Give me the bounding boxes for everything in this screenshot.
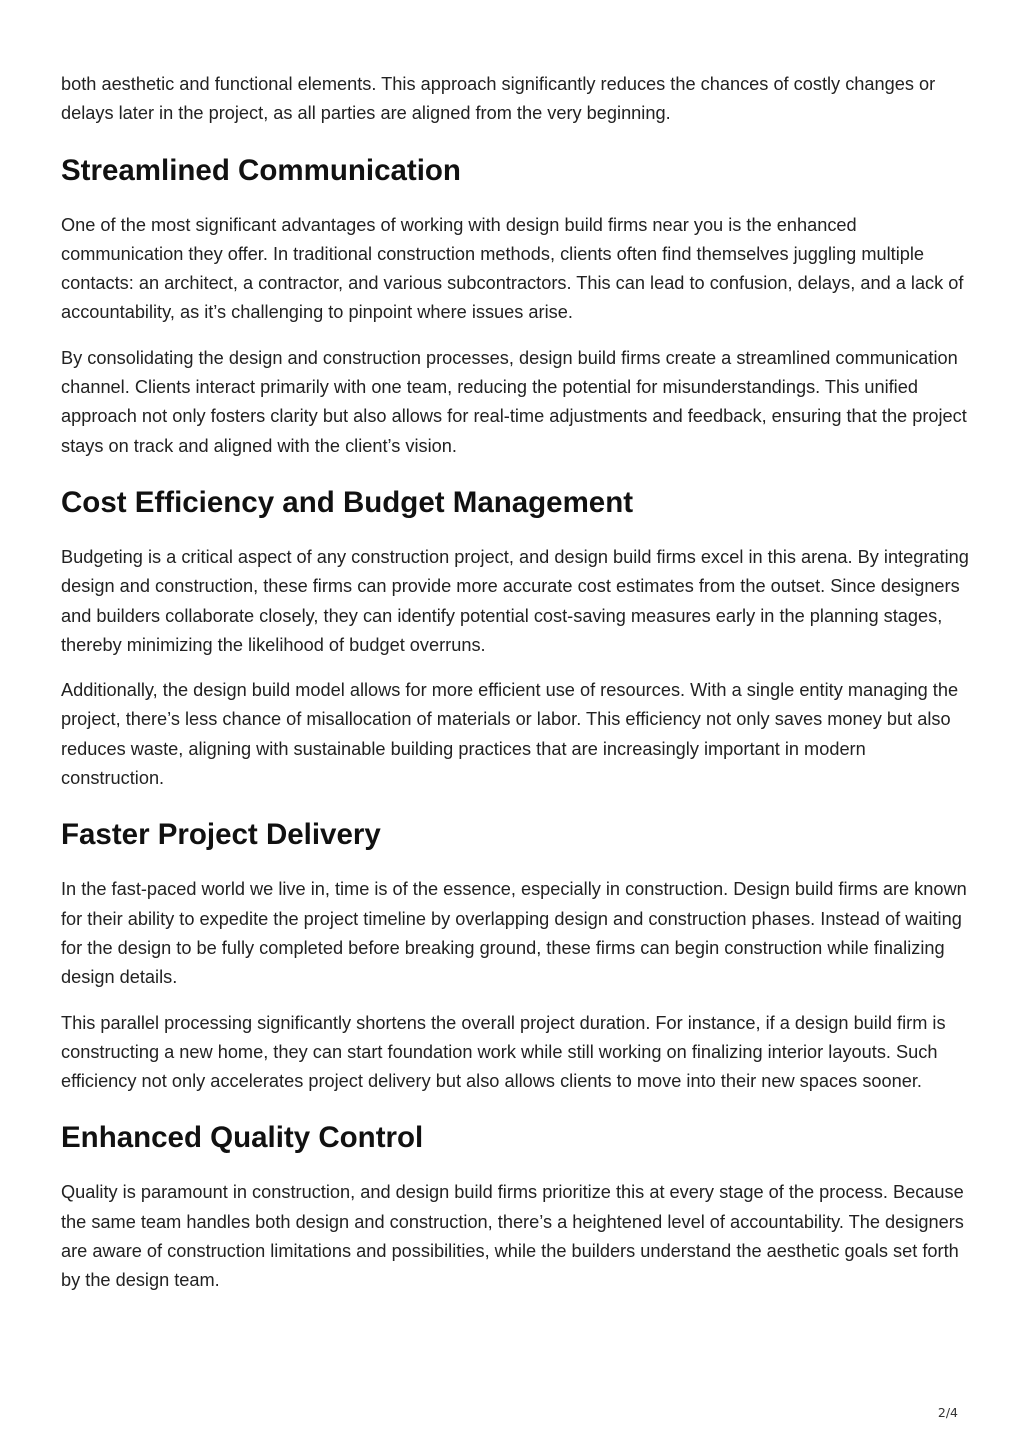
paragraph-quality-1: Quality is paramount in construction, and design build firms prioritize this at every stage of the process. Because the same team handles both design and construction, there’s a heightened level of accountability. The designers are aware of construction limitations and possibilities, while the builders understand the aesthetic goals set forth by the design team.	[61, 1182, 964, 1291]
heading-streamlined-communication: Streamlined Communication	[61, 153, 461, 187]
paragraph-communication-2: By consolidating the design and construction processes, design build firms create a streamlined communication channel. Clients interact primarily with one team, reducing the potential for misunderstandings. This unified approach not only fosters clarity but also allows for real-time adjustments and feedback, ensuring that the project stays on track and aligned with the client’s vision.	[61, 347, 967, 456]
heading-quality-control: Enhanced Quality Control	[61, 1121, 424, 1155]
paragraph-delivery-2: This parallel processing significantly shortens the overall project duration. For instance, if a design build firm is constructing a new home, they can start foundation work while still working on finalizing interior layouts. Such efficiency not only accelerates project delivery but also allows clients to move into their new spaces sooner.	[61, 1012, 946, 1092]
paragraph-delivery-1: In the fast-paced world we live in, time is of the essence, especially in construction. Design build firms are known for their ability to expedite the project timeline by overlapping design and construction phases. Instead of waiting for the design to be fully completed before breaking ground, these firms can begin construction while finalizing design details.	[61, 879, 967, 988]
document-body	[61, 70, 971, 1312]
page-number: 2/4	[937, 1405, 958, 1420]
paragraph-communication-1: One of the most significant advantages of working with design build firms near you is the enhanced communication they offer. In traditional construction methods, clients often find themselves juggling multiple contacts: an architect, a contractor, and various subcontractors. This can lead to confusion, delays, and a lack of accountability, as it’s challenging to pinpoint where issues arise.	[61, 214, 964, 323]
paragraph-cost-2: Additionally, the design build model allows for more efficient use of resources. With a single entity managing the project, there’s less chance of misallocation of materials or labor. This efficiency not only saves money but also reduces waste, aligning with sustainable building practices that are increasingly important in modern construction.	[61, 680, 959, 789]
paragraph-cost-1: Budgeting is a critical aspect of any construction project, and design build firms excel in this arena. By integrating design and construction, these firms can provide more accurate cost estimates from the outset. Since designers and builders collaborate closely, they can identify potential cost-saving measures early in the planning stages, thereby minimizing the likelihood of budget overruns.	[61, 546, 969, 655]
paragraph-intro-continuation: both aesthetic and functional elements. This approach significantly reduces the chances of costly changes or delays later in the project, as all parties are aligned from the very beginning.	[61, 74, 936, 124]
heading-faster-delivery: Faster Project Delivery	[61, 818, 381, 852]
heading-cost-efficiency: Cost Efficiency and Budget Management	[61, 485, 634, 519]
